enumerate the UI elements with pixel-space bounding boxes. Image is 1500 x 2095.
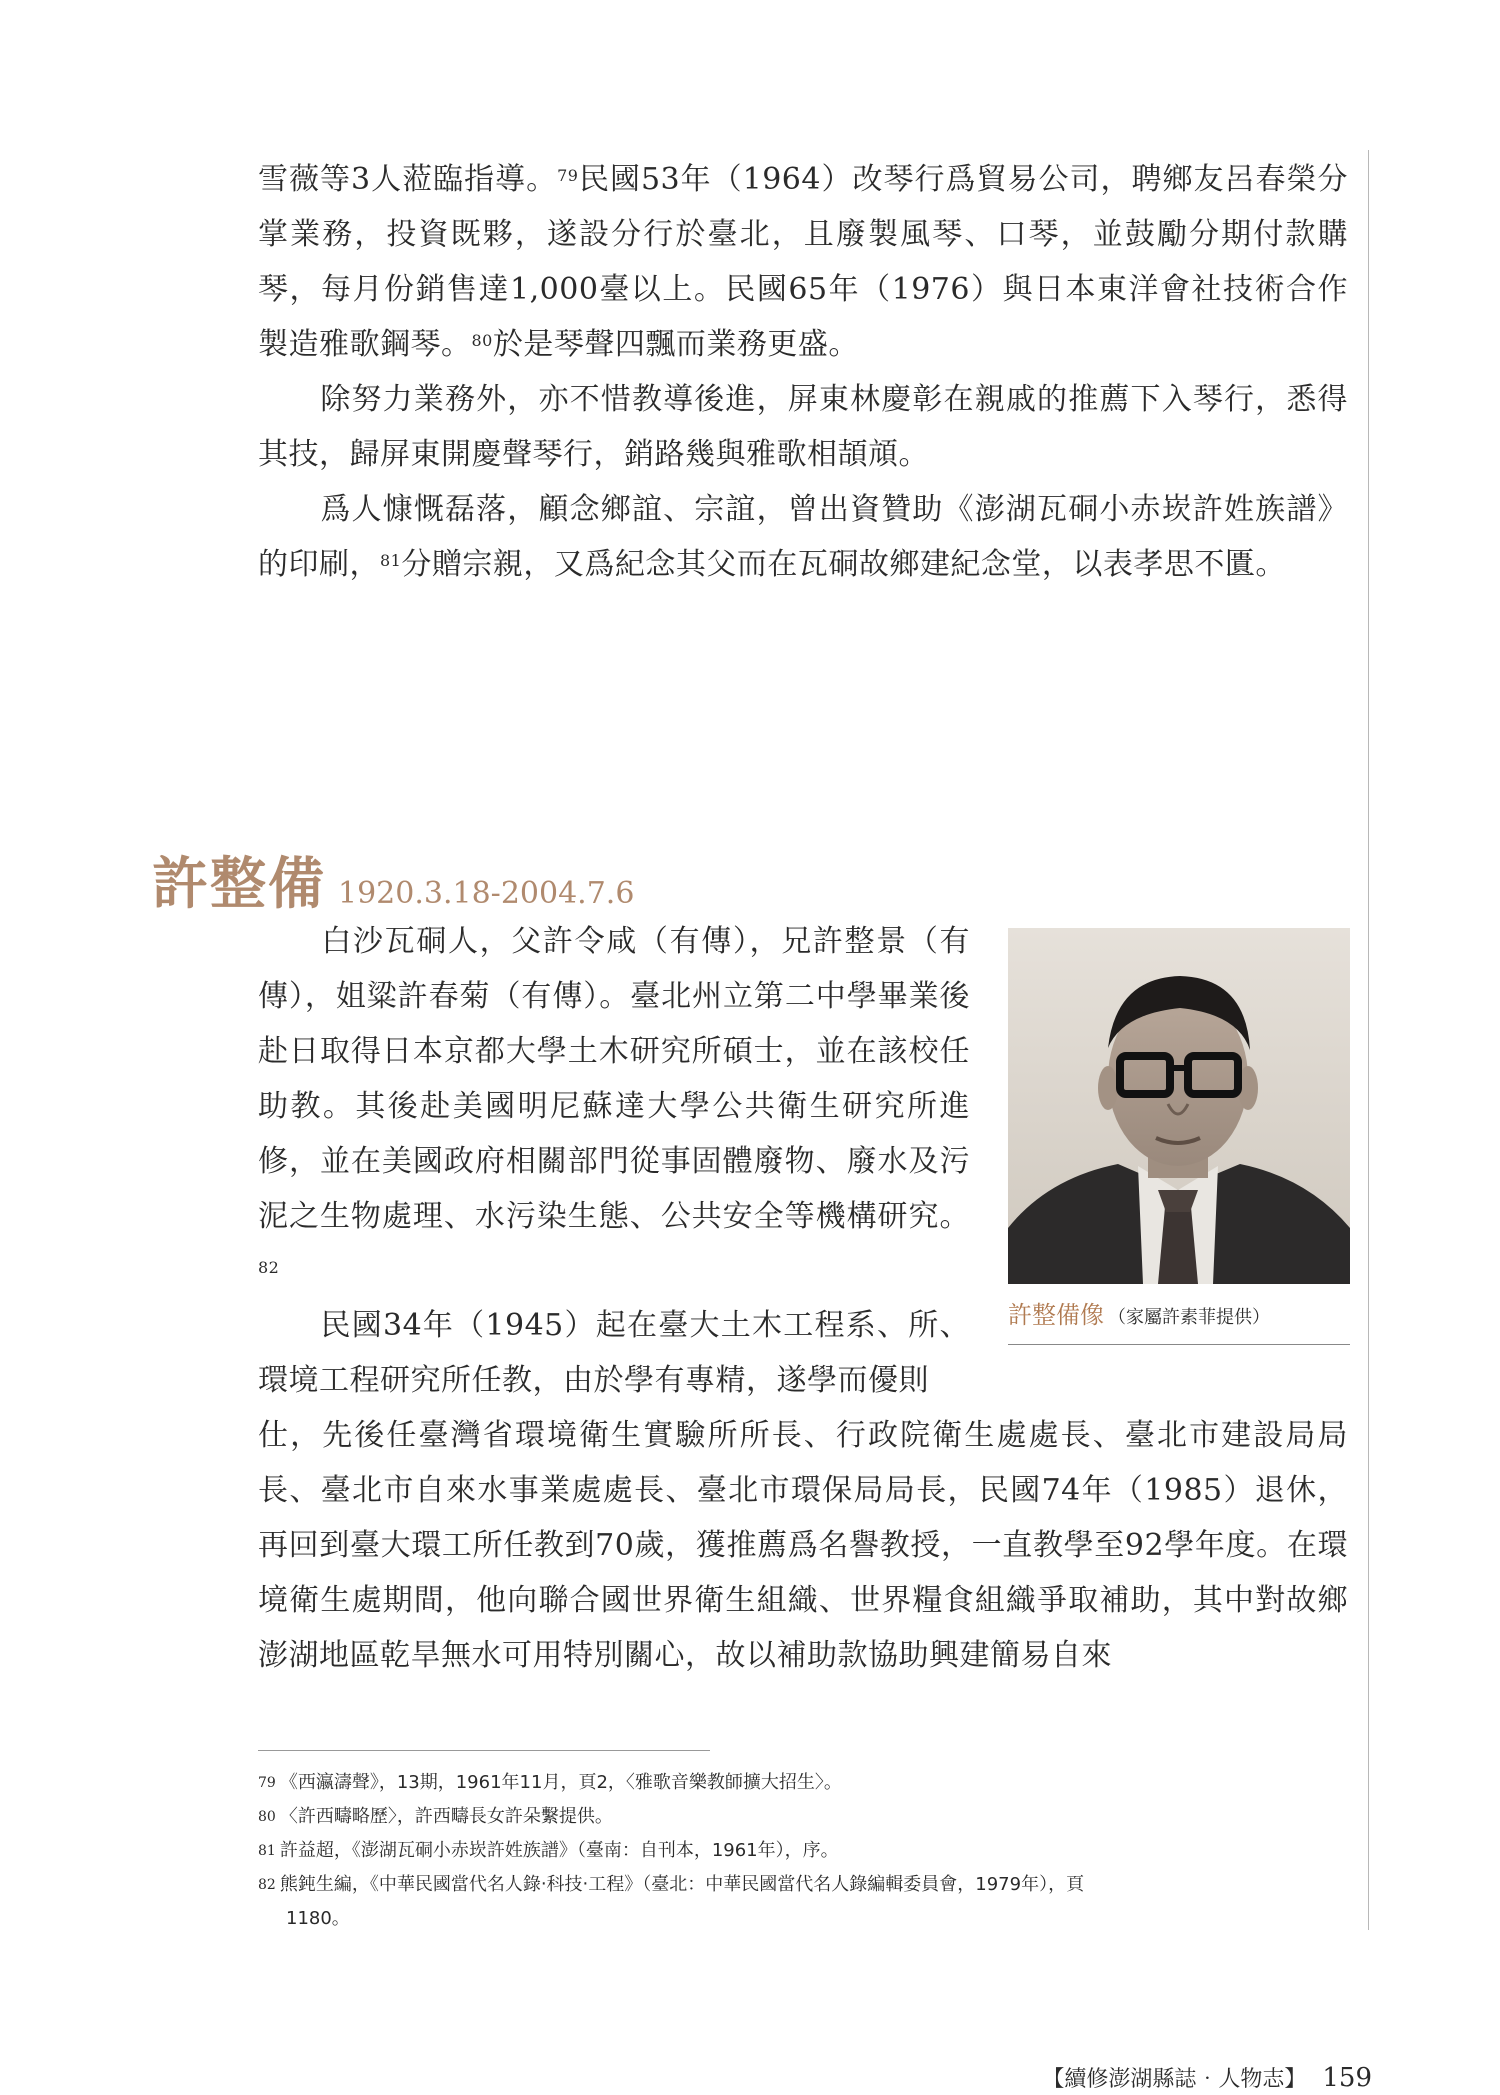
paragraph-2: 除努力業務外，亦不惜教導後進，屏東林慶彰在親戚的推薦下入琴行，悉得其技，歸屏東開慶聲琴行，銷路幾與雅歌相頡頏。 <box>258 382 1348 472</box>
caption-rule <box>1008 1344 1350 1345</box>
paragraph-3-text-b: 分贈宗親，又爲紀念其父而在瓦硐故鄉建紀念堂，以表孝思不匱。 <box>401 547 1286 582</box>
footnote-82 <box>258 1868 1348 1902</box>
person-dates: 1920.3.18-2004.7.6 <box>338 876 635 911</box>
caption-credit: （家屬許素菲提供） <box>1108 1307 1270 1328</box>
footnote-82-continued: 1180。 <box>286 1908 350 1929</box>
footnote-number: 81 <box>258 1843 276 1859</box>
portrait-illustration <box>1008 928 1350 1284</box>
running-title: 【續修澎湖縣誌‧人物志】 <box>1042 2067 1307 2092</box>
page-number: 159 <box>1322 2063 1372 2093</box>
footnote-number: 80 <box>258 1809 276 1825</box>
footnote-number: 82 <box>258 1877 276 1893</box>
footnote-text: 熊鈍生編，《中華民國當代名人錄‧科技‧工程》（臺北：中華民國當代名人錄編輯委員會，1979年），頁 <box>279 1874 1085 1895</box>
paragraph-3 <box>258 482 1348 592</box>
paragraph-3-text-a: 爲人慷慨磊落，顧念鄉誼、宗誼，曾出資贊助《澎湖瓦硐小赤崁許姓族譜》的印刷， <box>258 492 1348 582</box>
paragraph-6: 仕，先後任臺灣省環境衛生實驗所所長、行政院衛生處處長、臺北市建設局局長、臺北市自來水事業處處長、臺北市環保局局長，民國74年（1985）退休，再回到臺大環工所任教到70歲，獲推薦爲名譽教授，一直教學至92學年度。在環境衛生處期間，他向聯合國世界衛生組織、世界糧食組織爭取補助，其中對故鄉澎湖地區乾旱無水可用特別關心，故以補助款協助興建簡易自來 <box>258 1418 1348 1673</box>
footnote-text: 許益超，《澎湖瓦硐小赤崁許姓族譜》（臺南：自刊本，1961年），序。 <box>279 1840 839 1861</box>
footnote-divider <box>258 1750 710 1751</box>
footnote-ref-80[interactable]: 80 <box>471 331 493 350</box>
paragraph-1 <box>258 152 1348 372</box>
footnote-80 <box>258 1800 1348 1834</box>
paragraph-4 <box>258 914 970 1299</box>
footnotes <box>258 1766 1348 1936</box>
footnote-number: 79 <box>258 1775 276 1791</box>
paragraph-5: 民國34年（1945）起在臺大土木工程系、所、環境工程研究所任教，由於學有專精，遂學而優則 <box>258 1308 970 1398</box>
right-margin-rule <box>1368 150 1369 1930</box>
photo-caption <box>1008 1295 1270 1330</box>
footnote-81 <box>258 1834 1348 1868</box>
portrait-photo <box>1008 928 1350 1284</box>
paragraph-4-text: 白沙瓦硐人，父許令咸（有傳），兄許整景（有傳），姐粱許春菊（有傳）。臺北州立第二中學畢業後赴日取得日本京都大學土木研究所碩士，並在該校任助教。其後赴美國明尼蘇達大學公共衛生研究所進修，並在美國政府相關部門從事固體廢物、廢水及污泥之生物處理、水污染生態、公共安全等機構研究。 <box>258 924 970 1234</box>
page-footer <box>1042 2062 1372 2093</box>
caption-title: 許整備像 <box>1008 1301 1104 1329</box>
person-name: 許整備 <box>152 851 326 917</box>
footnote-79 <box>258 1766 1348 1800</box>
footnote-ref-82[interactable]: 82 <box>258 1258 280 1277</box>
footnote-ref-81[interactable]: 81 <box>380 551 402 570</box>
footnote-ref-79[interactable]: 79 <box>557 166 579 185</box>
paragraph-1-text-b: 民國53年（1964）改琴行爲貿易公司，聘鄉友呂春榮分掌業務，投資既夥，遂設分行於臺北，且廢製風琴、口琴，並鼓勵分期付款購琴，每月份銷售達1,000臺以上。民國65年（1976）與日本東洋會社技術合作製造雅歌鋼琴。 <box>258 162 1348 362</box>
section-heading <box>152 840 634 920</box>
footnote-text: 〈許西疇略歷〉，許西疇長女許朵繫提供。 <box>279 1806 613 1827</box>
paragraph-1-text-c: 於是琴聲四飄而業務更盛。 <box>492 327 859 362</box>
footnote-text: 《西瀛濤聲》，13期，1961年11月，頁2，〈雅歌音樂教師擴大招生〉。 <box>279 1772 842 1793</box>
paragraph-1-text-a: 雪薇等3人蒞臨指導。 <box>258 162 558 197</box>
